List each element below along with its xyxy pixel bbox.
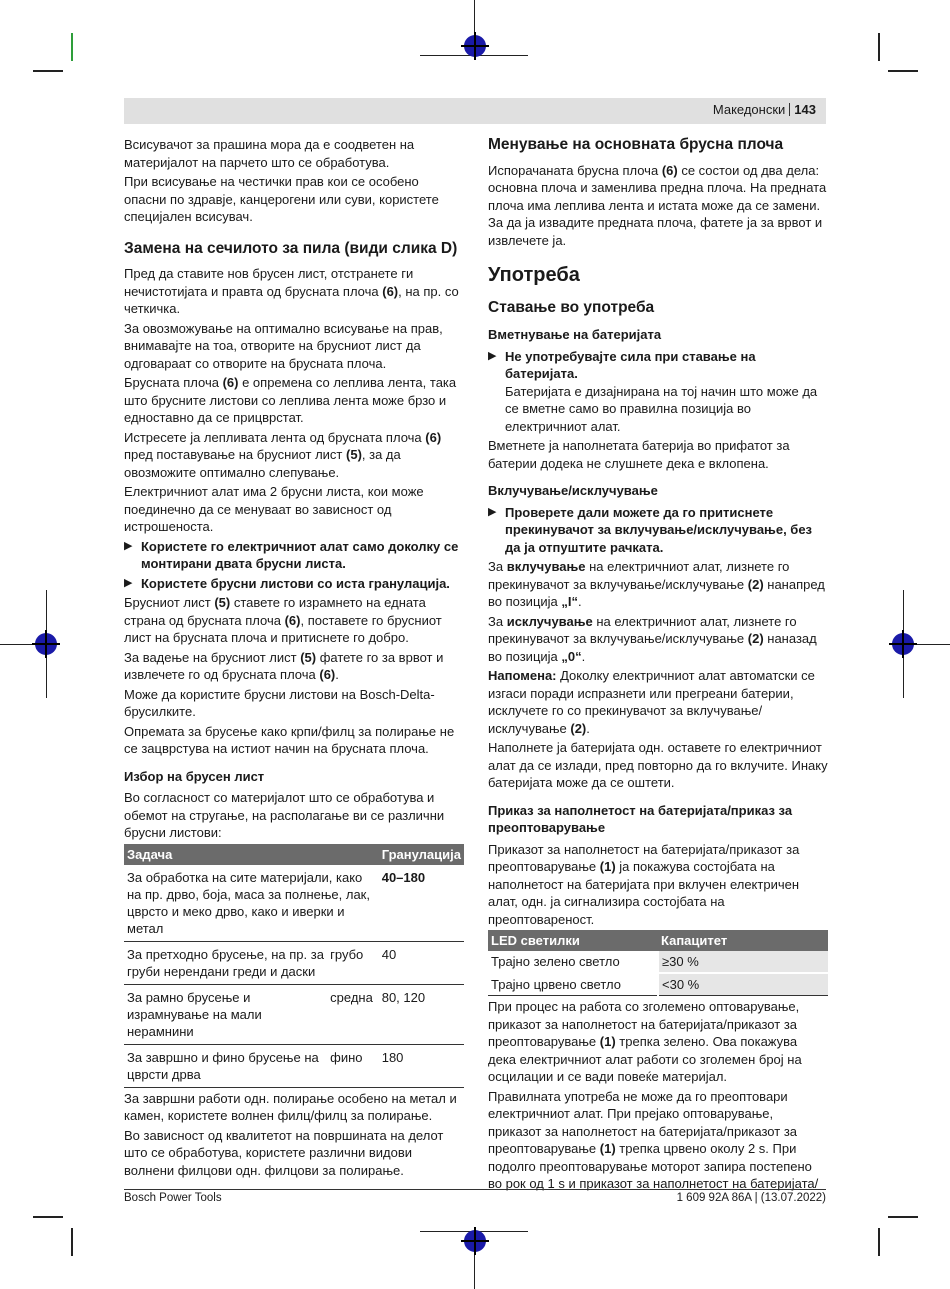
table-cell: За претходно брусење, на пр. за груби нерендани греди и даски bbox=[124, 941, 327, 984]
warning-bullet: ▶ Користете брусни листови со иста гранулација. bbox=[124, 575, 450, 591]
paragraph: Пред да ставите нов брусен лист, отстранете ги нечистотијата и правта од брусната плоча (6), на пр. со четкичка. bbox=[124, 266, 459, 316]
table-cell: Трајно зелено светло bbox=[488, 951, 658, 973]
registration-mark-icon bbox=[464, 35, 486, 57]
paragraph: За исклучување на електричниот алат, лизнете го прекинувачот за вклучување/исклучување (2) наназад во позиција „0“. bbox=[488, 613, 817, 664]
footer-doc-id: 1 609 92A 86A | (13.07.2022) bbox=[676, 1192, 826, 1204]
page-footer bbox=[124, 1189, 826, 1204]
table-header: Капацитет bbox=[658, 930, 828, 951]
section-heading: Менување на основната брусна плоча bbox=[488, 136, 784, 153]
paragraph: За вклучување на електричниот алат, лизнете го прекинувачот за вклучување/исклучување (2) нанапред во позиција „I“. bbox=[488, 559, 825, 609]
paragraph: Всисувачот за прашина мора да е соодветен на материјалот на парчето што се обработува. bbox=[124, 137, 415, 170]
arrow-icon: ▶ bbox=[124, 576, 133, 589]
paragraph: При процес на работа со зголемено оптоварување, приказот за наполнетост на батеријата/приказот за преоптоварување (1) трепка зелено. Ова покажува дека електричниот алат работи со зголемен број на осцилации и се вади повеќе материјал. bbox=[488, 999, 802, 1084]
paragraph: При всисување на честички прав кои се особено опасни по здравје, канцерогени или суви, користете специјален всисувач. bbox=[124, 174, 439, 224]
warning-bullet: ▶ Проверете дали можете да го притиснете прекинувачот за вклучување/исклучување, без да ја отпуштите рачката. bbox=[488, 504, 813, 555]
table-cell: ≥30 % bbox=[658, 951, 828, 973]
crop-mark bbox=[878, 1228, 880, 1256]
paragraph: За овозможување на оптимално всисување на прав, внимавајте на тоа, отворите на брусниот лист да одговараат со отворите на брусната плоча. bbox=[124, 320, 443, 371]
table-cell: 180 bbox=[379, 1044, 464, 1087]
paragraph: За вадење на брусниот лист (5) фатете го за врвот и извлечете го од брусната плоча (6). bbox=[124, 649, 444, 682]
table-cell: Трајно црвено светло bbox=[488, 973, 658, 996]
table-cell: За завршно и фино брусење на цврсти дрва bbox=[124, 1044, 327, 1087]
sandpaper-table bbox=[124, 844, 464, 1088]
table-header: Задача bbox=[124, 844, 379, 865]
registration-mark-icon bbox=[892, 633, 914, 655]
crop-mark bbox=[33, 1216, 63, 1218]
paragraph: Напомена: Доколку електричниот алат автоматски се изгаси поради испразнети или прегреани батерии, исклучете го со прекинувачот за вклучување/ исклучување (2). bbox=[488, 668, 815, 736]
section-heading: Ставање во употреба bbox=[488, 298, 655, 316]
paragraph: Опремата за брусење како крпи/филц за полирање не се зацврстува на истиот начин на брусната плоча. bbox=[124, 723, 455, 756]
header-language: Македонски bbox=[712, 102, 786, 117]
table-cell: 40–180 bbox=[379, 865, 464, 942]
registration-mark-icon bbox=[464, 1230, 486, 1252]
registration-line bbox=[0, 644, 34, 645]
arrow-icon: ▶ bbox=[124, 539, 133, 552]
registration-mark-icon bbox=[35, 633, 57, 655]
paragraph: За завршни работи одн. полирање особено на метал и камен, користете волнен филц/филц за полирање. bbox=[124, 1090, 457, 1123]
chapter-heading: Употреба bbox=[488, 264, 580, 286]
table-header: Гранулација bbox=[379, 844, 464, 865]
paragraph: Приказот за наполнетост на батеријата/приказот за преоптоварување (1) ја покажува состојбата на наполнетост на батеријата при вклучен електричен алат, одн. ја сигнализира состојбата на преоптовареност. bbox=[488, 841, 800, 927]
table-cell: средна bbox=[327, 984, 379, 1044]
page-header bbox=[124, 98, 826, 124]
registration-line bbox=[474, 1252, 475, 1289]
paragraph: Може да користите брусни листови на Bosch-Delta-брусилките. bbox=[124, 686, 435, 719]
paragraph: Во зависност од квалитетот на површината на делот што се обработува, користете различни видови волнени филцови одн. филцови за полирање. bbox=[124, 1127, 444, 1178]
table-header: LED светилки bbox=[488, 930, 658, 951]
crop-mark bbox=[888, 1216, 918, 1218]
table-row bbox=[124, 865, 464, 942]
warning-bullet: ▶ Не употребувајте сила при ставање на батеријата. Батеријата е дизајнирана на тој начин што може да се вметне само во правилна позиција во електричниот алат. bbox=[488, 348, 818, 434]
paragraph: Наполнете ја батеријата одн. оставете го електричниот алат да се излади, пред повторно да го вклучите. Инаку батеријата може да се оштети. bbox=[488, 740, 828, 790]
table-row bbox=[124, 941, 464, 984]
paragraph: Електричниот алат има 2 брусни листа, кои може поединечно да се менуваат во зависност од истрошеноста. bbox=[124, 484, 424, 534]
table-cell: грубо bbox=[327, 941, 379, 984]
led-table bbox=[488, 930, 828, 996]
registration-line bbox=[474, 0, 475, 36]
table-cell: <30 % bbox=[658, 973, 828, 996]
paragraph: Брусниот лист (5) ставете го израмнето на едната страна од брусната плоча (6), поставете го брусниот лист на брусната плоча и притиснете го добро. bbox=[124, 595, 442, 645]
page-number: 143 bbox=[794, 102, 816, 117]
crop-mark bbox=[71, 33, 73, 61]
right-column bbox=[488, 136, 828, 1195]
arrow-icon: ▶ bbox=[488, 349, 497, 362]
table-cell: 80, 120 bbox=[379, 984, 464, 1044]
table-cell: фино bbox=[327, 1044, 379, 1087]
table-cell: 40 bbox=[379, 941, 464, 984]
subsection-heading: Избор на брусен лист bbox=[124, 768, 265, 784]
crop-mark bbox=[888, 70, 918, 72]
header-text bbox=[713, 102, 816, 117]
paragraph: Правилната употреба не може да го преоптовари електричниот алат. При прејако оптоварување, приказот за наполнетост на батеријата/приказот за преоптоварување (1) трепка црвено околу 2 s. При подолго преоптоварување моторот запира постепено во рок од 1 s и приказот за наполнетост на батеријата/ bbox=[488, 1088, 819, 1191]
crop-mark bbox=[33, 70, 63, 72]
table-cell: За рамно брусење и израмнување на мали нерамнини bbox=[124, 984, 327, 1044]
subsection-heading: Вметнување на батеријата bbox=[488, 327, 662, 342]
table-row bbox=[488, 973, 828, 996]
table-row bbox=[124, 984, 464, 1044]
section-heading: Замена на сечилото за пила (види слика D) bbox=[124, 239, 458, 257]
subsection-heading: Приказ за наполнетост на батеријата/приказ за преоптоварување bbox=[488, 802, 793, 835]
crop-mark bbox=[71, 1228, 73, 1256]
warning-bullet: ▶ Користете го електричниот алат само доколку се монтирани двата брусни листа. bbox=[124, 538, 459, 571]
crop-mark bbox=[878, 33, 880, 61]
table-row bbox=[124, 1044, 464, 1087]
arrow-icon: ▶ bbox=[488, 505, 497, 518]
paragraph: Испорачаната брусна плоча (6) се состои од два дела: основна плоча и заменлива предна плоча. На предната плоча има леплива лента и истата може да се замени. За да ја извадите предната плоча, фатете ја за врвот и извлечете ја. bbox=[488, 162, 827, 248]
paragraph: Брусната плоча (6) е опремена со леплива лента, така што брусните листови со леплива лента може брзо и едноставно да се прицврстат. bbox=[124, 375, 457, 425]
table-cell: За обработка на сите материјали, како на пр. дрво, боја, маса за полнење, лак, цврсто и меко дрво, како и иверки и метал bbox=[124, 865, 379, 942]
table-row bbox=[488, 951, 828, 973]
header-separator bbox=[789, 103, 790, 116]
paragraph: Вметнете ја наполнетата батерија во прифатот за батерии додека не слушнете дека е вклопена. bbox=[488, 438, 790, 471]
subsection-heading: Вклучување/исклучување bbox=[488, 483, 658, 498]
registration-line bbox=[916, 644, 950, 645]
left-column bbox=[124, 136, 464, 1181]
paragraph: Истресете ја лепливата лента од брусната плоча (6) пред поставување на брусниот лист (5), за да овозможите оптимално слепување. bbox=[124, 429, 442, 480]
footer-brand: Bosch Power Tools bbox=[124, 1192, 222, 1204]
paragraph: Во согласност со материјалот што се обработува и обемот на стругање, на располагање ви се различни брусни листови: bbox=[124, 790, 445, 840]
